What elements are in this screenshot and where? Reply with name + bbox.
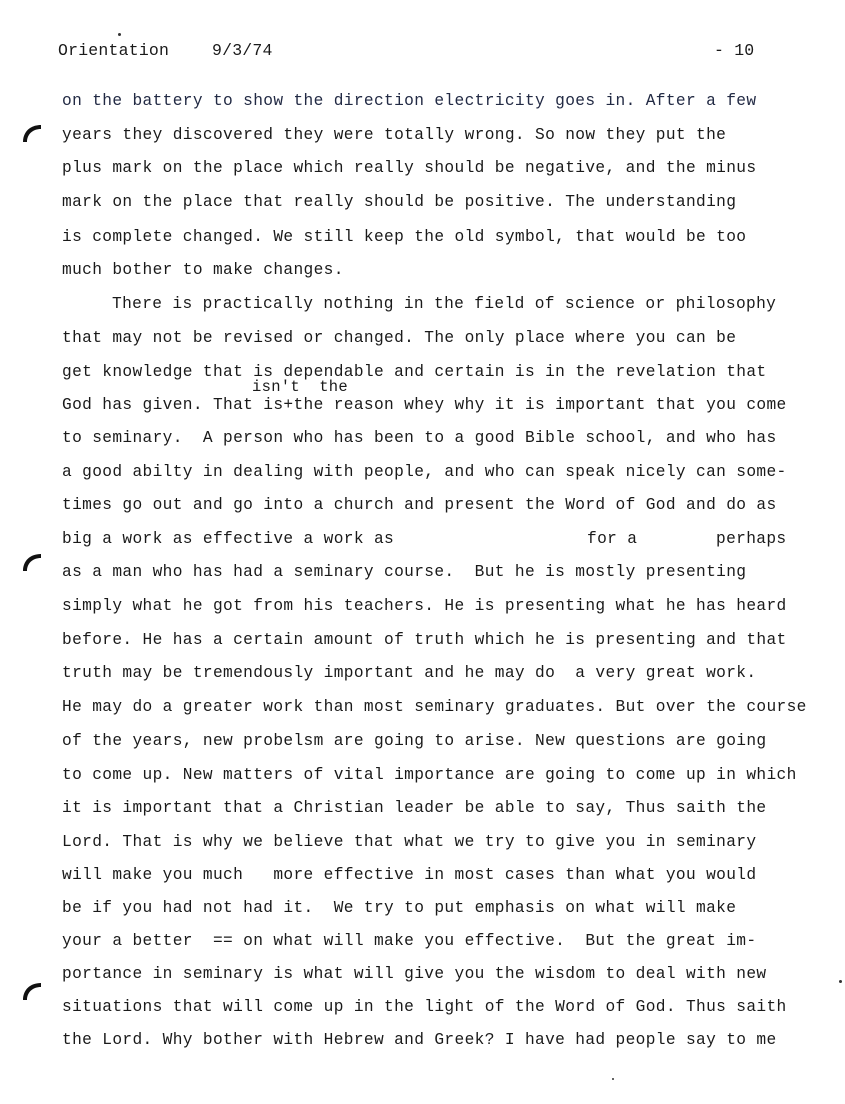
gap-word-for-a: for a <box>587 530 638 548</box>
text-line-14: big a work as effective a work as <box>62 530 395 548</box>
text-line-24: will make you much more effective in most cases than what you would <box>62 866 757 884</box>
ink-speck <box>612 1078 614 1080</box>
text-line-5: is complete changed. We still keep the old symbol, that would be too <box>62 228 747 246</box>
margin-punch-mark <box>20 980 42 1002</box>
text-line-1: on the battery to show the direction electricity goes in. After a few <box>62 92 757 110</box>
text-line-23: Lord. That is why we believe that what we try to give you in seminary <box>62 833 757 851</box>
text-line-11: to seminary. A person who has been to a good Bible school, and who has <box>62 429 777 447</box>
document-date: 9/3/74 <box>212 41 273 60</box>
text-line-10: God has given. That is+the reason whey why it is important that you come <box>62 396 787 414</box>
text-line-4: mark on the place that really should be positive. The understanding <box>62 193 737 211</box>
text-line-18: truth may be tremendously important and he may do a very great work. <box>62 664 757 682</box>
gap-word-perhaps: perhaps <box>716 530 787 548</box>
text-line-17: before. He has a certain amount of truth which he is presenting and that <box>62 631 787 649</box>
ink-speck <box>118 33 121 36</box>
document-title: Orientation <box>58 41 170 60</box>
text-line-12: a good abilty in dealing with people, and who can speak nicely can some- <box>62 463 787 481</box>
text-line-25: be if you had not had it. We try to put emphasis on what will make <box>62 899 737 917</box>
text-line-28: situations that will come up in the light of the Word of God. Thus saith <box>62 998 787 1016</box>
text-line-8: that may not be revised or changed. The only place where you can be <box>62 329 737 347</box>
text-line-3: plus mark on the place which really should be negative, and the minus <box>62 159 757 177</box>
text-line-6: much bother to make changes. <box>62 261 344 279</box>
text-line-13: times go out and go into a church and present the Word of God and do as <box>62 496 777 514</box>
text-line-15: as a man who has had a seminary course. But he is mostly presenting <box>62 563 747 581</box>
text-line-7: There is practically nothing in the field of science or philosophy <box>112 295 777 313</box>
text-line-27: portance in seminary is what will give you the wisdom to deal with new <box>62 965 767 983</box>
interlinear-insertion: isn't the <box>252 378 349 396</box>
ink-speck <box>839 980 842 983</box>
text-line-22: it is important that a Christian leader be able to say, Thus saith the <box>62 799 767 817</box>
margin-punch-mark <box>20 551 42 573</box>
text-line-21: to come up. New matters of vital importance are going to come up in which <box>62 766 797 784</box>
page-number: - 10 <box>714 41 755 60</box>
text-line-2: years they discovered they were totally wrong. So now they put the <box>62 126 727 144</box>
text-line-26: your a better == on what will make you effective. But the great im- <box>62 932 757 950</box>
text-line-9: get knowledge that is dependable and certain is in the revelation that <box>62 363 767 381</box>
text-line-16: simply what he got from his teachers. He is presenting what he has heard <box>62 597 787 615</box>
text-line-20: of the years, new probelsm are going to arise. New questions are going <box>62 732 767 750</box>
text-line-19: He may do a greater work than most seminary graduates. But over the course <box>62 698 807 716</box>
margin-punch-mark <box>20 122 42 144</box>
text-line-29: the Lord. Why bother with Hebrew and Greek? I have had people say to me <box>62 1031 777 1049</box>
